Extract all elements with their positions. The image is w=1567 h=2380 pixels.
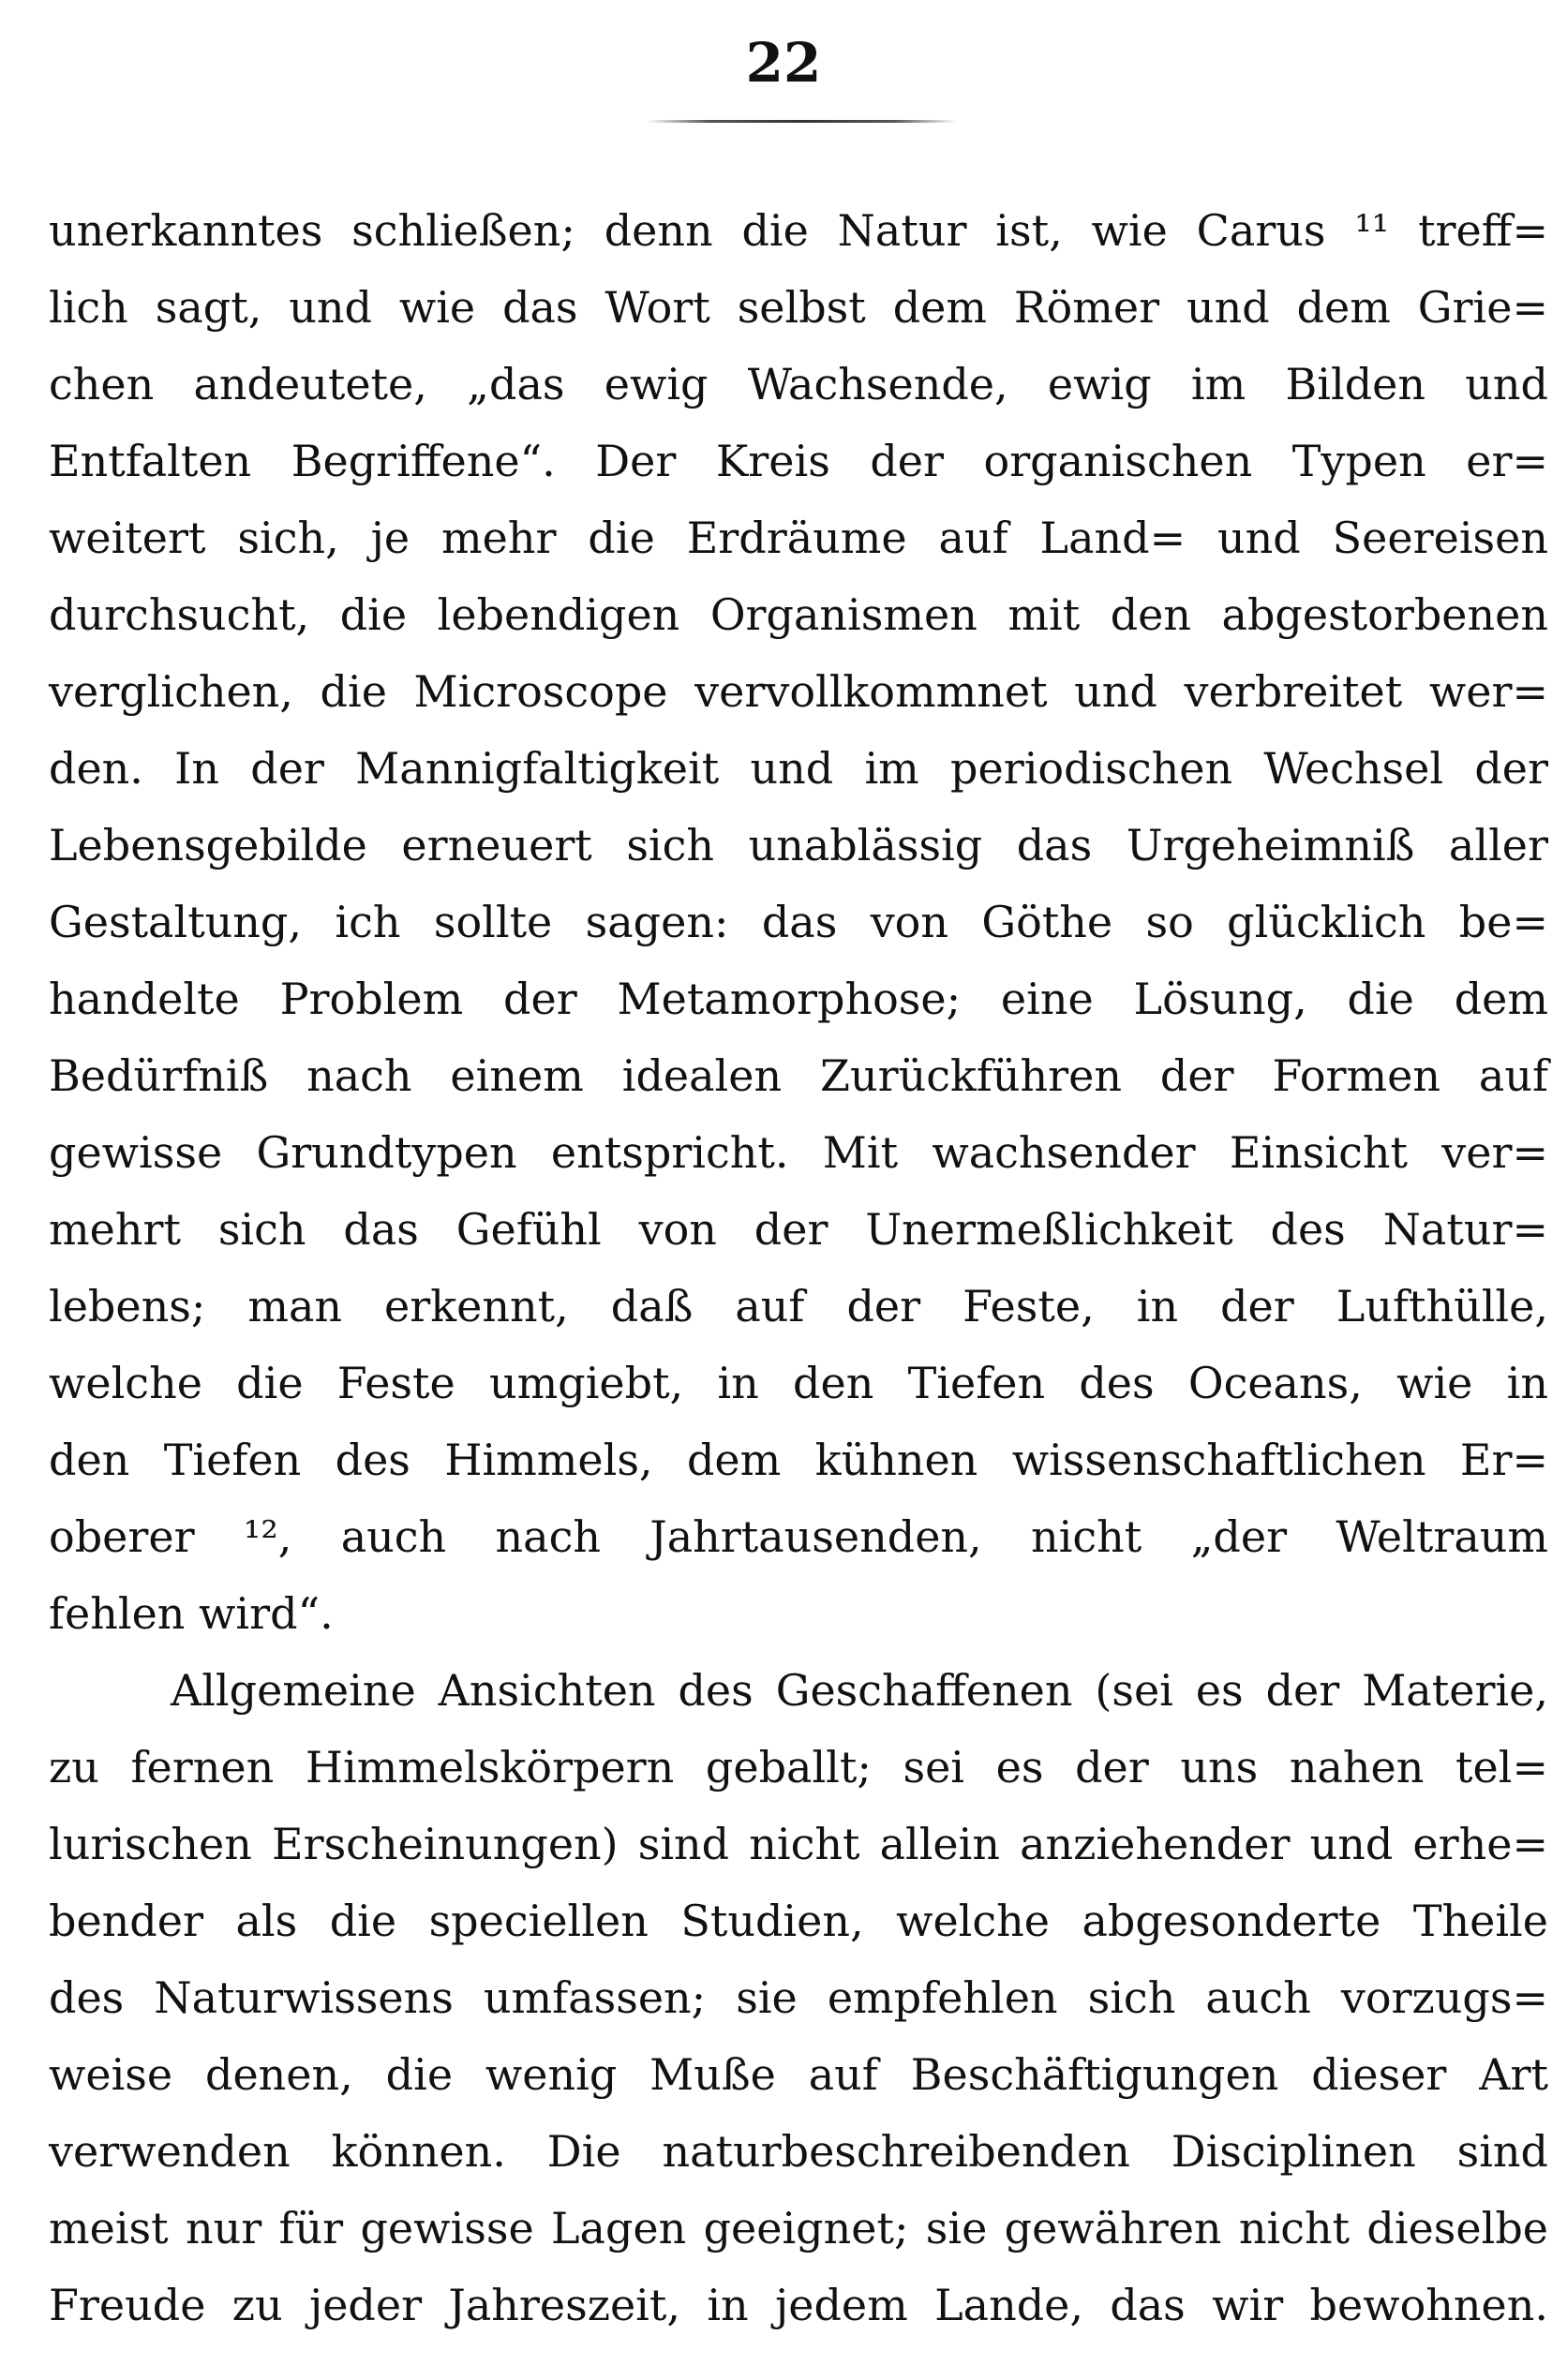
text-line: des Naturwissens umfassen; sie empfehlen sich auch vorzugs= — [49, 1972, 1548, 2023]
text-line: Entfalten Begriffene“. Der Kreis der organischen Typen er= — [49, 436, 1548, 486]
text-line: verglichen, die Microscope vervollkommnet und verbreitet wer= — [49, 666, 1548, 717]
paragraph-end-line: fehlen wird“. — [49, 1588, 334, 1639]
text-line: zu fernen Himmelskörpern geballt; sei es der uns nahen tel= — [49, 1742, 1548, 1792]
text-line: lich sagt, und wie das Wort selbst dem Römer und dem Grie= — [49, 282, 1548, 333]
header-rule — [647, 120, 956, 123]
text-line: Lebensgebilde erneuert sich unablässig das Urgeheimniß aller — [49, 820, 1548, 870]
text-line: Gestaltung, ich sollte sagen: das von Göthe so glücklich be= — [49, 897, 1548, 947]
text-line: unerkanntes schließen; denn die Natur ist, wie Carus ¹¹ treff= — [49, 205, 1548, 256]
text-line: chen andeutete, „das ewig Wachsende, ewig im Bilden und — [49, 359, 1548, 409]
text-line: mehrt sich das Gefühl von der Unermeßlichkeit des Natur= — [49, 1204, 1548, 1255]
text-line: handelte Problem der Metamorphose; eine Lösung, die dem — [49, 974, 1548, 1024]
text-line: weitert sich, je mehr die Erdräume auf Land= und Seereisen — [49, 513, 1548, 563]
text-line: gewisse Grundtypen entspricht. Mit wachsender Einsicht ver= — [49, 1127, 1548, 1178]
text-line: Bedürfniß nach einem idealen Zurückführen der Formen auf — [49, 1050, 1548, 1101]
page-number: 22 — [745, 31, 822, 95]
text-line: lurischen Erscheinungen) sind nicht allein anziehender und erhe= — [49, 1819, 1548, 1869]
text-line: lebens; man erkennt, daß auf der Feste, in der Lufthülle, — [49, 1281, 1548, 1331]
text-line: den Tiefen des Himmels, dem kühnen wissenschaftlichen Er= — [49, 1435, 1548, 1485]
body-text — [49, 192, 1548, 2343]
text-line: Freude zu jeder Jahreszeit, in jedem Lande, das wir bewohnen. — [49, 2280, 1548, 2330]
text-line: welche die Feste umgiebt, in den Tiefen des Oceans, wie in — [49, 1358, 1548, 1408]
text-line: meist nur für gewisse Lagen geeignet; sie gewähren nicht dieselbe — [49, 2203, 1548, 2254]
text-line: weise denen, die wenig Muße auf Beschäftigungen dieser Art — [49, 2049, 1548, 2100]
text-line: bender als die speciellen Studien, welche abgesonderte Theile — [49, 1896, 1548, 1946]
paragraph-start-line: Allgemeine Ansichten des Geschaffenen (sei es der Materie, — [171, 1665, 1548, 1716]
text-line: oberer ¹², auch nach Jahrtausenden, nicht „der Weltraum — [49, 1511, 1548, 1562]
text-line: verwenden können. Die naturbeschreibenden Disciplinen sind — [49, 2126, 1548, 2177]
text-line: durchsucht, die lebendigen Organismen mit den abgestorbenen — [49, 589, 1548, 640]
text-line: den. In der Mannigfaltigkeit und im periodischen Wechsel der — [49, 743, 1548, 794]
